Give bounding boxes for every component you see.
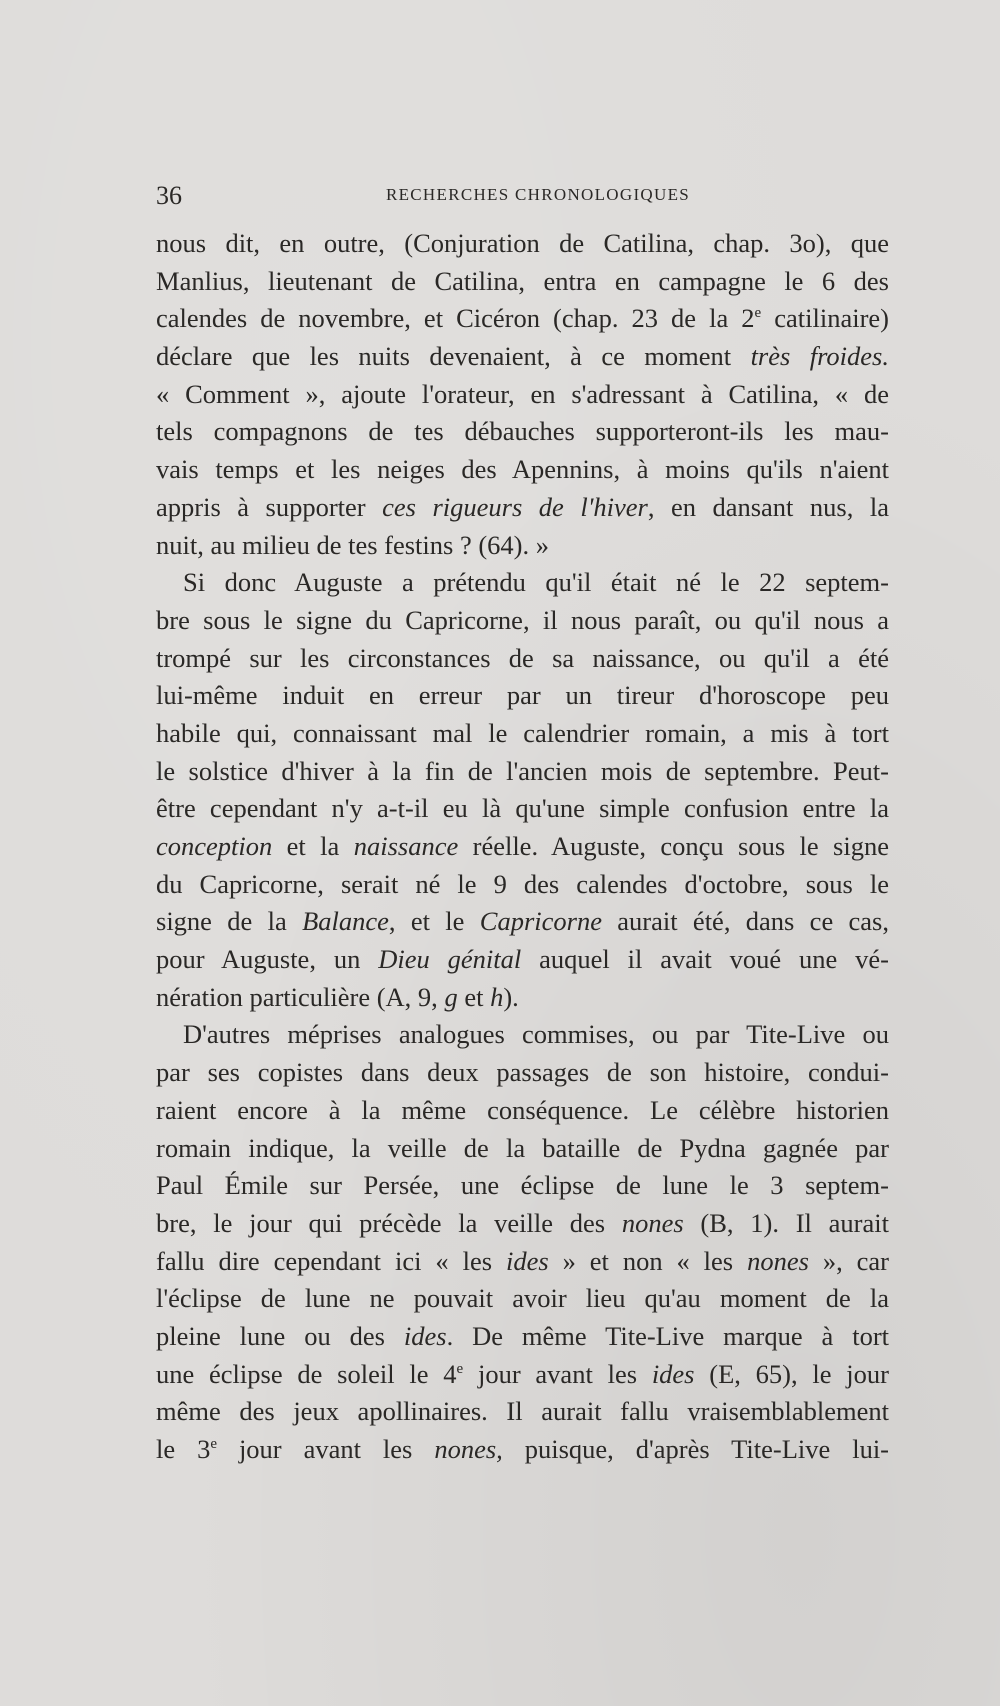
text-line [156, 1280, 889, 1318]
text-line [156, 1016, 889, 1054]
text-line [156, 602, 889, 640]
text-run: vais temps et les neiges des Apennins, à moins qu'ils n'aient [156, 454, 889, 485]
text-run: bre sous le signe du Capricorne, il nous paraît, ou qu'il nous a [156, 604, 889, 635]
text-run: habile qui, connaissant mal le calendrier romain, a mis à tort [156, 717, 889, 748]
text-run: « Comment », ajoute l'orateur, en s'adressant à Catilina, « de [156, 378, 889, 409]
text-run: tels compagnons de tes débauches supporteront-ils les mau- [156, 416, 889, 447]
text-line [156, 300, 889, 338]
text-line [156, 979, 889, 1017]
text-line [156, 941, 889, 979]
superscript: e [456, 1360, 464, 1377]
text-run: jour avant les [217, 1434, 435, 1464]
text-run: puisque, d'après Tite-Live lui- [502, 1434, 890, 1464]
text-run: aurait été, dans ce cas, [601, 906, 889, 937]
running-head-title: RECHERCHES CHRONOLOGIQUES [385, 185, 691, 204]
text-run: du Capricorne, serait né le 9 des calendes d'octobre, sous le [156, 868, 889, 899]
text-run: le solstice d'hiver à la fin de l'ancien mois de septembre. Peut- [156, 755, 889, 786]
text-run: fallu dire cependant ici « les [156, 1245, 506, 1276]
italic-text: g [444, 981, 458, 1012]
text-run: (E, 65), le jour [694, 1358, 889, 1389]
running-head [156, 181, 886, 211]
italic-text: très froides. [750, 341, 889, 372]
text-run: et [457, 981, 491, 1012]
italic-text: ides [403, 1320, 447, 1351]
text-line [156, 715, 889, 753]
text-line [156, 1393, 889, 1431]
text-run: être cependant n'y a-t-il eu là qu'une simple confusion entre la [156, 793, 889, 824]
text-run: nuit, au milieu de tes festins ? (64). » [156, 529, 549, 560]
italic-text: Dieu génital [378, 944, 522, 975]
text-line [156, 527, 889, 565]
text-run: Manlius, lieutenant de Catilina, entra en campagne le 6 des [156, 265, 889, 296]
text-line [156, 677, 889, 715]
text-run: appris à supporter [156, 491, 383, 522]
text-line [156, 1431, 889, 1469]
text-line [156, 225, 889, 263]
text-run: catilinaire) [761, 303, 889, 334]
text-run: » et non « les [548, 1245, 748, 1276]
text-run: par ses copistes dans deux passages de son histoire, condui- [156, 1057, 889, 1088]
text-line [156, 1054, 889, 1092]
text-run: déclare que les nuits devenaient, à ce moment [156, 341, 751, 372]
text-run: romain indique, la veille de la bataille de Pydna gagnée par [156, 1132, 889, 1163]
text-line [156, 564, 889, 602]
text-run: Paul Émile sur Persée, une éclipse de lune le 3 septem- [156, 1170, 889, 1201]
text-run: une éclipse de soleil le 4 [156, 1358, 457, 1389]
text-line [156, 1205, 889, 1243]
italic-text: nones [747, 1245, 809, 1276]
text-run: et la [272, 831, 354, 861]
italic-text: Capricorne [479, 906, 602, 937]
text-run: le 3 [156, 1434, 211, 1464]
text-line [156, 413, 889, 451]
text-run: D'autres méprises analogues commises, ou par Tite-Live ou [183, 1019, 889, 1050]
text-line [156, 640, 889, 678]
text-run: auquel il avait voué une vé- [521, 944, 889, 975]
italic-text: nones, [434, 1434, 503, 1464]
text-run: , en dansant nus, la [647, 491, 889, 522]
text-run: signe de la [156, 906, 303, 937]
text-line [156, 903, 889, 941]
text-line [156, 263, 889, 301]
italic-text: conception [156, 831, 273, 861]
text-run: pour Auguste, un [156, 944, 379, 975]
page-number: 36 [156, 181, 182, 210]
text-line [156, 489, 889, 527]
superscript: e [754, 305, 762, 322]
text-run: l'éclipse de lune ne pouvait avoir lieu qu'au moment de la [156, 1283, 889, 1314]
text-run: ). [503, 981, 519, 1012]
text-line [156, 1318, 889, 1356]
text-line [156, 338, 889, 376]
text-line [156, 1243, 889, 1281]
italic-text: h [490, 981, 504, 1012]
text-run: trompé sur les circonstances de sa naissance, ou qu'il a été [156, 642, 889, 673]
text-run: raient encore à la même conséquence. Le célèbre historien [156, 1094, 889, 1125]
text-line [156, 451, 889, 489]
italic-text: ces rigueurs de l'hiver [382, 491, 648, 522]
body-text [156, 225, 889, 1469]
italic-text: nones [621, 1207, 684, 1238]
text-line [156, 828, 889, 866]
text-line [156, 753, 889, 791]
text-line [156, 866, 889, 904]
text-line [156, 1130, 889, 1168]
text-run: (B, 1). Il aurait [683, 1207, 889, 1238]
superscript: e [210, 1436, 217, 1452]
italic-text: ides [505, 1245, 549, 1276]
text-run: lui-même induit en erreur par un tireur d'horoscope peu [156, 680, 889, 711]
text-run: , et le [388, 906, 480, 937]
italic-text: naissance [353, 831, 459, 861]
text-run: nération particulière (A, 9, [156, 981, 445, 1012]
text-run: réelle. Auguste, conçu sous le signe [458, 831, 889, 861]
text-run: jour avant les [463, 1358, 652, 1389]
text-line [156, 1356, 889, 1394]
text-run: nous dit, en outre, (Conjuration de Catilina, chap. 3o), que [156, 228, 889, 258]
text-line [156, 790, 889, 828]
text-line [156, 376, 889, 414]
text-run: pleine lune ou des [156, 1320, 404, 1351]
text-run: calendes de novembre, et Cicéron (chap. 23 de la 2 [156, 303, 755, 334]
text-run: . De même Tite-Live marque à tort [446, 1320, 890, 1351]
text-line [156, 1092, 889, 1130]
text-run: bre, le jour qui précède la veille des [156, 1207, 622, 1238]
text-run: Si donc Auguste a prétendu qu'il était né le 22 septem- [183, 567, 889, 598]
italic-text: ides [651, 1358, 695, 1389]
text-line [156, 1167, 889, 1205]
text-run: même des jeux apollinaires. Il aurait fallu vraisemblablement [156, 1396, 889, 1427]
text-run: », car [808, 1245, 889, 1276]
italic-text: Balance [302, 906, 389, 937]
